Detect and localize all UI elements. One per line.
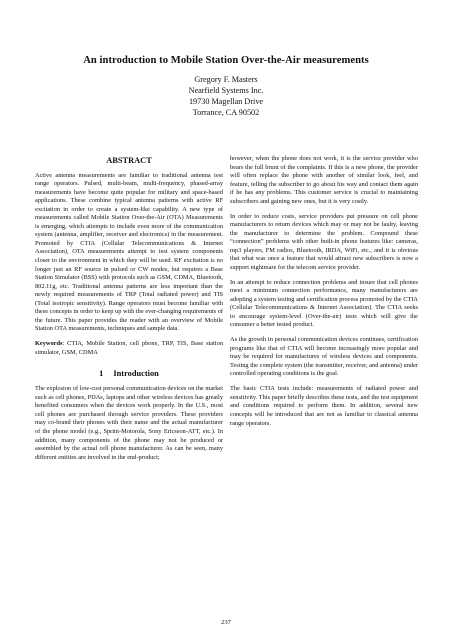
left-column <box>35 152 223 469</box>
author-affiliation: Nearfield Systems Inc. <box>188 86 264 95</box>
abstract-heading: ABSTRACT <box>106 156 152 165</box>
body-paragraph: In an attempt to reduce connection problems and insure that cell phones meet a minimum connection performance, many manufacturers are adopting a system testing and certification process promoted by the CTIA (Cellular Telecommunications & Internet Association). The CTIA seeks to encourage system-level (Over-the-air) tests which will give the consumer a better tested product. <box>230 278 418 329</box>
introduction-paragraph: The explosion of low-cost personal communication devices on the market such as cell phones, PDAs, laptops and other wireless devices has greatly benefited consumers when the devices work properly. In the U.S., most cell phones are purchased through service providers. These providers may co-brand their phones with their name and the actual manufacturer of the phone model (e.g., Sprint-Motorola, Sony Ericsson-ATT, etc.). In addition, many components of the phone may not be produced or assembled by the actual cell phone manufacturer. As can be seen, many different entities are involved in the end-product; <box>35 385 223 461</box>
keywords-paragraph <box>35 340 223 357</box>
author-address-city: Torrance, CA 90502 <box>192 108 260 117</box>
author-block <box>0 74 452 118</box>
section-number: 1 <box>99 369 104 379</box>
author-address-street: 19730 Magellan Drive <box>188 97 264 106</box>
body-paragraph: In order to reduce costs, service providers put pressure on cell phone manufacturers to return devices which may or may not be faulty, leaving the manufacturer to determine the problem. Compound these “connection” problems with other built-in phone features like: cameras, mp3 players, FM radios, Bluetooth, IRDA, WiFi, etc., and it is obvious that what was once a feature that would attract new subscribers is now a support nightmare for the telecom service provider. <box>230 212 418 271</box>
body-paragraph: The basic CTIA tests include: measurements of radiated power and sensitivity. This paper briefly describes these tests, and the test equipment and conditions required to perform them. In addition, several new concepts will be introduced that are not as familiar to classical antenna range operators. <box>230 385 418 427</box>
body-paragraph: however, when the phone does not work, it is the service provider who bears the full brunt of the complaints. If this is a new phone, the provider will often replace the phone with another of similar look, feel, and feature, telling the subscriber to go about his way and contact them again if he has any problems. This customer service is crucial to maintaining subscribers and gaining new ones, but it is very costly. <box>230 155 418 205</box>
abstract-paragraph: Active antenna measurements are familiar to traditional antenna test range operators. Pulsed, multi-beam, multi-frequency, phased-array measurements have become quite popular for military and space-based applications. These combine typical antenna patterns with active RF excitation in order to create a system-like capability. A new type of measurements called Mobile Station Over-the-Air (OTA) Measurements is emerging, which attempts to include even more of the communication system (antenna, amplifier, receiver and electronics) in the measurement. Promoted by CTIA (Cellular Telecommunications & Internet Association), OTA measurements attempt to test system components closer to the environment in which they will be used. RF excitation is no longer just an RF source in pulsed or CW modes, but requires a Base Station Simulator (BSS) with protocols such as GSM, CDMA, Bluetooth, 802.11g, etc. Traditional antenna patterns are less important than the newly required measurements of TRP (Total radiated power) and TIS (Total isotropic sensitivity). Range operators must become familiar with these concepts in order to keep up with the ever-changing requirements of the future. This paper provides the reader with an overview of Mobile Station OTA measurements, techniques and sample data. <box>35 171 223 333</box>
body-paragraph: As the growth in personal communication devices continues, certification programs like that of CTIA will become increasingly more popular and may be required for manufactures of wireless devices and components. Testing the complete system (the transmitter, receiver, and antenna) under controlled operating conditions is the goal. <box>230 336 418 378</box>
right-column <box>230 155 418 434</box>
author-name: Gregory F. Masters <box>194 75 258 84</box>
keywords-label: Keywords <box>35 340 63 348</box>
section-title: Introduction <box>113 369 159 379</box>
section-heading-introduction <box>35 369 223 379</box>
keywords-text: : CTIA, Mobile Station, cell phone, TRP, TIS, Base station simulator, GSM, CDMA <box>35 340 223 356</box>
paper-title: An introduction to Mobile Station Over-the-Air measurements <box>83 55 369 66</box>
page-number: 237 <box>221 619 231 626</box>
